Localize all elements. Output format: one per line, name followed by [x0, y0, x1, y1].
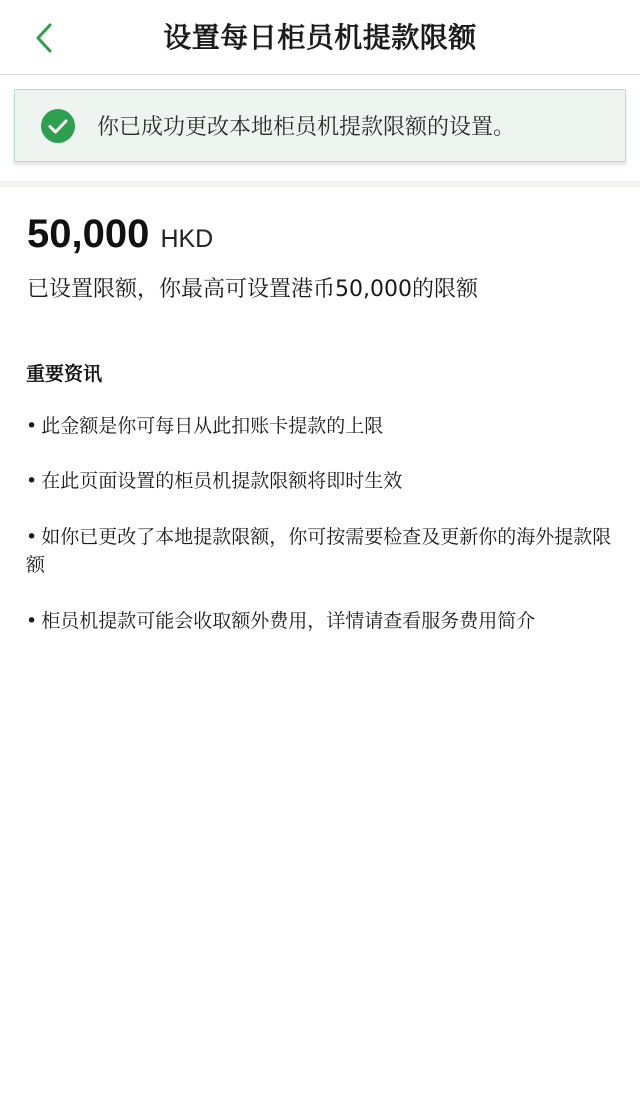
- check-circle-icon: [41, 109, 75, 143]
- success-toast: [14, 89, 626, 162]
- chevron-left-icon: [34, 22, 54, 54]
- info-item-text: 柜员机提款可能会收取额外费用，详情请查看服务费用简介: [41, 610, 536, 632]
- info-list-item: [26, 607, 618, 635]
- bullet-marker: •: [26, 610, 38, 632]
- info-item-text: 如你已更改了本地提款限额，你可按需要检查及更新你的海外提款限额: [26, 526, 612, 576]
- info-list-item: [26, 467, 618, 495]
- important-info-heading: 重要资讯: [26, 363, 103, 385]
- limit-amount: [27, 212, 213, 257]
- bullet-marker: •: [26, 526, 38, 548]
- bullet-marker: •: [26, 470, 38, 492]
- info-list-item: [26, 412, 618, 440]
- limit-amount-value: 50,000: [27, 212, 150, 256]
- app-header: [0, 0, 640, 75]
- info-item-text: 在此页面设置的柜员机提款限额将即时生效: [41, 470, 403, 492]
- toast-message: 你已成功更改本地柜员机提款限额的设置。: [97, 115, 516, 140]
- section-divider: [0, 181, 640, 187]
- limit-description: 已设置限额，你最高可设置港币50,000的限额: [27, 277, 478, 302]
- limit-currency: HKD: [160, 225, 214, 253]
- info-item-text: 此金额是你可每日从此扣账卡提款的上限: [41, 415, 384, 437]
- back-button[interactable]: [26, 18, 62, 58]
- info-list-item: [26, 523, 618, 579]
- page-title: 设置每日柜员机提款限额: [163, 21, 477, 54]
- bullet-marker: •: [26, 415, 38, 437]
